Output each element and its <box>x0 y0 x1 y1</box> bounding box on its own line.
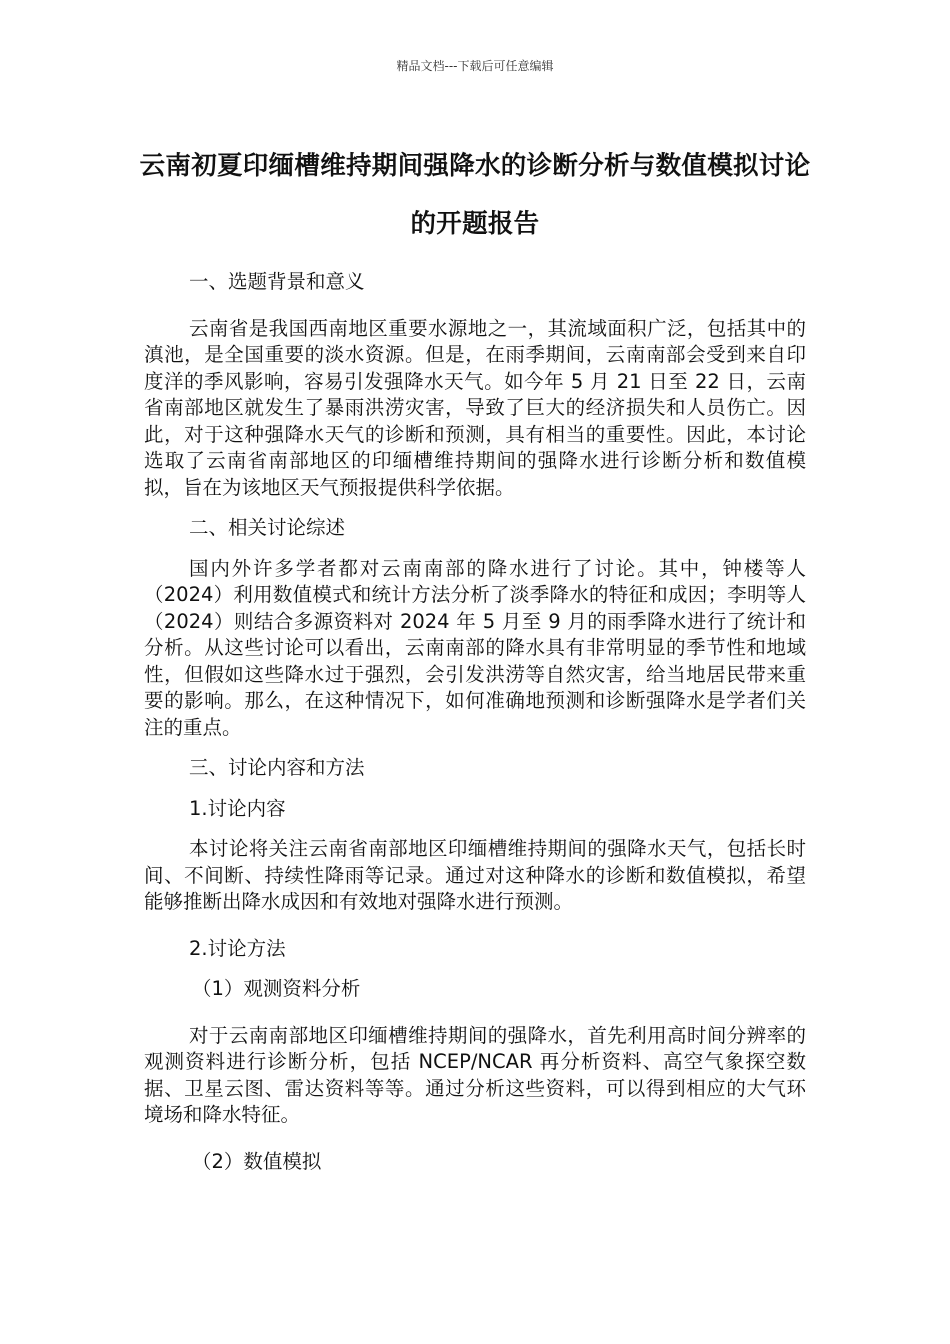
subsubsection-heading-observation: （1）观测资料分析 <box>192 977 361 1000</box>
paragraph-content: 本讨论将关注云南省南部地区印缅槽维持期间的强降水天气，包括长时间、不间断、持续性降雨等记录。通过对这种降水的诊断和数值模拟，希望能够推断出降水成因和有效地对强降水进行预测。 <box>144 837 806 913</box>
paragraph-background: 云南省是我国西南地区重要水源地之一，其流域面积广泛，包括其中的滇池，是全国重要的淡水资源。但是，在雨季期间，云南南部会受到来自印度洋的季风影响，容易引发强降水天气。如今年 5 月 21 日至 22 日，云南省南部地区就发生了暴雨洪涝灾害，导致了巨大的经济损失和人员伤亡。因此，对于这种强降水天气的诊断和预测，具有相当的重要性。因此，本讨论选取了云南省南部地区的印缅槽维持期间的强降水进行诊断分析和数值模拟，旨在为该地区天气预报提供科学依据。 <box>144 316 806 499</box>
document-title: 云南初夏印缅槽维持期间强降水的诊断分析与数值模拟讨论的开题报告 <box>139 151 811 239</box>
document-body <box>144 269 806 1175</box>
header-note: 精品文档---下载后可任意编辑 <box>396 59 554 73</box>
section-heading-review: 二、相关讨论综述 <box>189 516 346 539</box>
section-heading-background: 一、选题背景和意义 <box>189 270 365 293</box>
section-heading-content-method: 三、讨论内容和方法 <box>189 756 365 779</box>
subsubsection-heading-simulation: （2）数值模拟 <box>192 1149 322 1173</box>
paragraph-review: 国内外许多学者都对云南南部的降水进行了讨论。其中，钟楼等人（2024）利用数值模式和统计方法分析了淡季降水的特征和成因；李明等人（2024）则结合多源资料对 2024 年 5 月至 9 月的雨季降水进行了统计和分析。从这些讨论可以看出，云南南部的降水具有非常明显的季节性和地域性，但假如这些降水过于强烈，会引发洪涝等自然灾害，给当地居民带来重要的影响。那么，在这种情况下，如何准确地预测和诊断强降水是学者们关注的重点。 <box>144 556 806 739</box>
paragraph-observation: 对于云南南部地区印缅槽维持期间的强降水，首先利用高时间分辨率的观测资料进行诊断分析，包括 NCEP/NCAR 再分析资料、高空气象探空数据、卫星云图、雷达资料等等。通过分析这些资料，可以得到相应的大气环境场和降水特征。 <box>144 1023 806 1126</box>
subsection-heading-method: 2.讨论方法 <box>189 936 286 960</box>
subsection-heading-content: 1.讨论内容 <box>189 796 286 820</box>
